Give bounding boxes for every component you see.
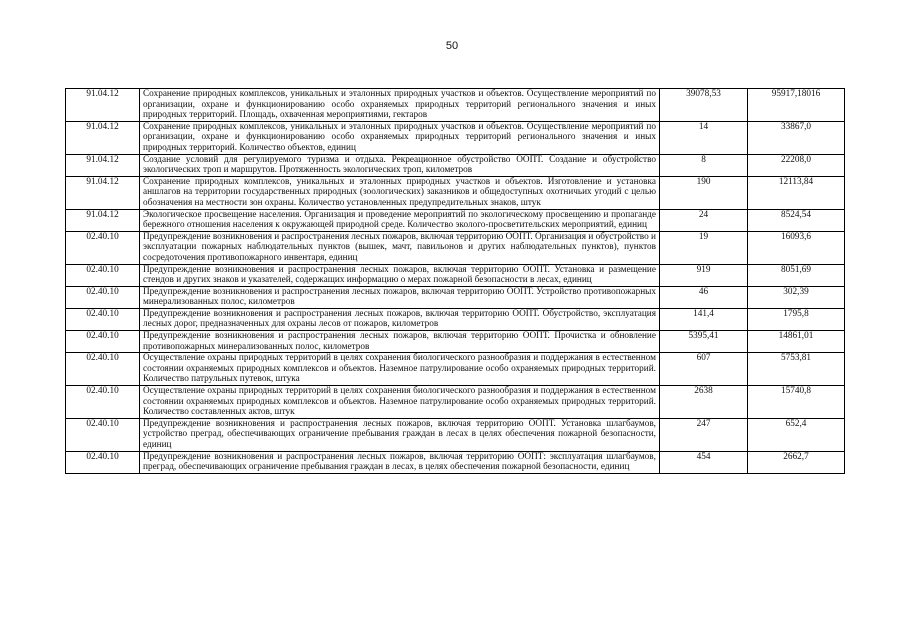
table-row xyxy=(66,308,845,330)
activity-code-cell: 91.04.12 xyxy=(66,209,140,231)
volume-cell: 8 xyxy=(660,154,748,176)
cost-cell: 302,39 xyxy=(748,286,845,308)
activity-code-cell: 02.40.10 xyxy=(66,286,140,308)
cost-cell: 8524,54 xyxy=(748,209,845,231)
description-cell: Предупреждение возникновения и распространения лесных пожаров, включая территорию ООПТ: эксплуатация шлагбаумов, преград, обеспечивающих ограничение пребывания граждан в лесах, в целях обеспечения пожарной безопасности, единиц xyxy=(140,451,660,473)
activity-code-cell: 02.40.10 xyxy=(66,451,140,473)
cost-cell: 1795,8 xyxy=(748,308,845,330)
volume-cell: 24 xyxy=(660,209,748,231)
cost-cell: 22208,0 xyxy=(748,154,845,176)
activity-code-cell: 02.40.10 xyxy=(66,418,140,451)
table-body xyxy=(66,89,845,474)
description-cell: Предупреждение возникновения и распространения лесных пожаров, включая территорию ООПТ. Обустройство, эксплуатация лесных дорог, предназначенных для охраны лесов от пожаров, километров xyxy=(140,308,660,330)
activity-code-cell: 02.40.10 xyxy=(66,231,140,264)
volume-cell: 919 xyxy=(660,264,748,286)
cost-cell: 5753,81 xyxy=(748,353,845,386)
activity-code-cell: 02.40.10 xyxy=(66,308,140,330)
table-row xyxy=(66,331,845,353)
activity-code-cell: 91.04.12 xyxy=(66,154,140,176)
cost-cell: 14861,01 xyxy=(748,331,845,353)
description-cell: Создание условий для регулируемого туризма и отдыха. Рекреационное обустройство ООПТ. Создание и обустройство экологических троп и маршрутов. Протяженность экологических троп, километров xyxy=(140,154,660,176)
table-row xyxy=(66,231,845,264)
volume-cell: 5395,41 xyxy=(660,331,748,353)
volume-cell: 141,4 xyxy=(660,308,748,330)
volume-cell: 19 xyxy=(660,231,748,264)
activity-code-cell: 91.04.12 xyxy=(66,121,140,154)
volume-cell: 39078,53 xyxy=(660,89,748,122)
description-cell: Предупреждение возникновения и распространения лесных пожаров, включая территорию ООПТ. Установка и размещение стендов и других знаков и указателей, содержащих информацию о мерах пожарной безопасности в лесах, единиц xyxy=(140,264,660,286)
activity-code-cell: 02.40.10 xyxy=(66,264,140,286)
volume-cell: 2638 xyxy=(660,386,748,419)
activity-code-cell: 02.40.10 xyxy=(66,331,140,353)
table-row xyxy=(66,176,845,209)
measures-table xyxy=(65,88,845,474)
table-row xyxy=(66,353,845,386)
cost-cell: 8051,69 xyxy=(748,264,845,286)
cost-cell: 15740,8 xyxy=(748,386,845,419)
description-cell: Сохранение природных комплексов, уникальных и эталонных природных участков и объектов. Осуществление мероприятий по организации, охране и функционированию особо охраняемых природных территорий регионального значения и иных природных территорий. Количество объектов, единиц xyxy=(140,121,660,154)
cost-cell: 95917,18016 xyxy=(748,89,845,122)
table-row xyxy=(66,418,845,451)
table-row xyxy=(66,451,845,473)
activity-code-cell: 91.04.12 xyxy=(66,176,140,209)
table-row xyxy=(66,121,845,154)
description-cell: Сохранение природных комплексов, уникальных и эталонных природных участков и объектов. Осуществление мероприятий по организации, охране и функционированию особо охраняемых природных территорий регионального значения и иных природных территорий. Площадь, охваченная мероприятиями, гектаров xyxy=(140,89,660,122)
volume-cell: 607 xyxy=(660,353,748,386)
cost-cell: 16093,6 xyxy=(748,231,845,264)
description-cell: Предупреждение возникновения и распространения лесных пожаров, включая территорию ООПТ. Устройство противопожарных минерализованных полос, километров xyxy=(140,286,660,308)
table-row xyxy=(66,209,845,231)
table-row xyxy=(66,154,845,176)
activity-code-cell: 02.40.10 xyxy=(66,386,140,419)
volume-cell: 454 xyxy=(660,451,748,473)
volume-cell: 247 xyxy=(660,418,748,451)
description-cell: Осуществление охраны природных территорий в целях сохранения биологического разнообразия и поддержания в естественном состоянии охраняемых природных комплексов и объектов. Наземное патрулирование особо охраняемых природных территорий. Количество патрульных путевок, штука xyxy=(140,353,660,386)
volume-cell: 46 xyxy=(660,286,748,308)
cost-cell: 33867,0 xyxy=(748,121,845,154)
description-cell: Предупреждение возникновения и распространения лесных пожаров, включая территорию ООПТ. Прочистка и обновление противопожарных минерализованных полос, километров xyxy=(140,331,660,353)
description-cell: Сохранение природных комплексов, уникальных и эталонных природных участков и объектов. Изготовление и установка аншлагов на территории государственных природных (зоологических) заказников и общедоступных охотничьих угодий с целью обозначения на местности зон охраны. Количество установленных предупредительных знаков, штук xyxy=(140,176,660,209)
activity-code-cell: 02.40.10 xyxy=(66,353,140,386)
description-cell: Предупреждение возникновения и распространения лесных пожаров, включая территорию ООПТ. Организация и обустройство и эксплуатации пожарных наблюдательных пунктов (вышек, мачт, павильонов и других наблюдательных пунктов), пунктов сосредоточения противопожарного инвентаря, единиц xyxy=(140,231,660,264)
table-row xyxy=(66,89,845,122)
table-row xyxy=(66,286,845,308)
activity-code-cell: 91.04.12 xyxy=(66,89,140,122)
description-cell: Экологическое просвещение населения. Организация и проведение мероприятий по экологическому просвещению и пропаганде бережного отношения населения к окружающей природной среде. Количество эколого-просветительских мероприятий, единиц xyxy=(140,209,660,231)
cost-cell: 652,4 xyxy=(748,418,845,451)
volume-cell: 190 xyxy=(660,176,748,209)
volume-cell: 14 xyxy=(660,121,748,154)
table-row xyxy=(66,386,845,419)
description-cell: Предупреждение возникновения и распространения лесных пожаров, включая территорию ООПТ. Установка шлагбаумов, устройство преград, обеспечивающих ограничение пребывания граждан в лесах в целях обеспечения пожарной безопасности, единиц xyxy=(140,418,660,451)
cost-cell: 2662,7 xyxy=(748,451,845,473)
cost-cell: 12113,84 xyxy=(748,176,845,209)
table-row xyxy=(66,264,845,286)
page-number: 50 xyxy=(445,40,459,52)
description-cell: Осуществление охраны природных территорий в целях сохранения биологического разнообразия и поддержания в естественном состоянии охраняемых природных комплексов и объектов. Наземное патрулирование особо охраняемых природных территорий. Количество составленных актов, штук xyxy=(140,386,660,419)
